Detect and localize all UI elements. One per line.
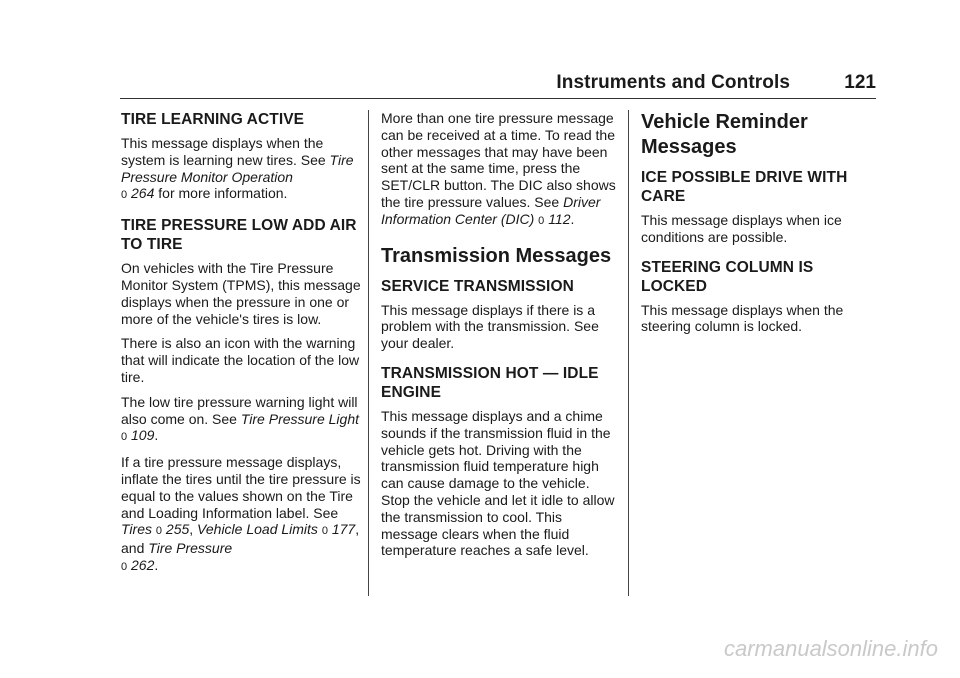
heading-tire-learning-active: TIRE LEARNING ACTIVE [121, 111, 305, 128]
page-ref-arrow-icon: 0 [121, 560, 128, 573]
paragraph-steering-column: This message displays when the steering column is locked. [641, 301, 844, 335]
page-ref[interactable]: 255 [165, 521, 190, 538]
page-ref-arrow-icon: 0 [321, 525, 328, 538]
column-divider-1 [368, 110, 369, 596]
cross-reference-link[interactable]: Tire Pressure [148, 540, 233, 557]
page-ref-arrow-icon: 0 [121, 431, 128, 444]
paragraph-transmission-hot: This message displays and a chime sounds if the transmission fluid in the vehicle gets hot. Driving with the transmission fluid temperature high can cause damage to the vehicle. Stop the vehicle and let it idle to allow the transmission to cool. This message clears when the fluid temperature reaches a safe level. [381, 407, 615, 559]
heading-steering-column: STEERING COLUMN IS LOCKED [641, 258, 814, 295]
paragraph-icon-warning: There is also an icon with the warning that will indicate the location of the low tire. [121, 335, 360, 385]
cross-reference-link[interactable]: Tire Pressure Light [240, 410, 360, 427]
column-2 [381, 110, 617, 567]
column-1 [121, 110, 361, 584]
cross-reference-link[interactable]: Vehicle Load Limits [197, 521, 318, 538]
watermark: carmanualsonline.info [723, 636, 938, 661]
paragraph-service-transmission: This message displays if there is a problem with the transmission. See your dealer. [381, 301, 599, 352]
cross-reference-link[interactable]: Tires [121, 521, 152, 538]
page-number: 121 [844, 72, 876, 93]
section-title-transmission: Transmission Messages [381, 244, 612, 267]
header-title: Instruments and Controls [556, 72, 790, 93]
paragraph-warning-light: The low tire pressure warning light will also come on. See Tire Pressure Light 0 109. [121, 393, 360, 444]
page-ref[interactable]: 112 [548, 210, 571, 227]
page-ref[interactable]: 262 [131, 556, 155, 573]
page-ref-arrow-icon: 0 [538, 214, 545, 227]
page-ref[interactable]: 177 [331, 521, 356, 538]
cross-reference-link[interactable]: Tire Pressure Monitor Operation [121, 151, 354, 185]
paragraph-inflate-tires: If a tire pressure message displays, inflate the tires until the tire pressure is equal to the values shown on the Tire and Loading Information label. See Tires 0 255, Vehicle Load Limits 0 177, and Tire Pressure 0 262. [121, 454, 361, 573]
column-divider-2 [628, 110, 629, 596]
paragraph-multiple-messages: More than one tire pressure message can be received at a time. To read the other messages that may have been sent at the same time, press the SET/CLR button. The DIC also shows the tire pressure values. See Driver Information Center (DIC) 0 112. [381, 110, 616, 227]
paragraph-tpms: On vehicles with the Tire Pressure Monitor System (TPMS), this message displays when the pressure in one or more of the vehicle's tires is low. [121, 260, 361, 327]
page-ref[interactable]: 264 [131, 185, 155, 202]
cross-reference-link[interactable]: Driver Information Center (DIC) [381, 193, 601, 227]
heading-service-transmission: SERVICE TRANSMISSION [381, 277, 574, 295]
page-header [120, 68, 876, 98]
column-3 [641, 110, 877, 343]
page-ref-arrow-icon: 0 [121, 189, 128, 202]
page-ref[interactable]: 109 [131, 427, 155, 444]
heading-tire-pressure-low: TIRE PRESSURE LOW ADD AIR TO TIRE [121, 217, 357, 254]
section-title-vehicle-reminder: Vehicle Reminder Messages [641, 111, 808, 158]
heading-ice-possible: ICE POSSIBLE DRIVE WITH CARE [641, 169, 848, 205]
heading-transmission-hot: TRANSMISSION HOT — IDLE ENGINE [381, 364, 599, 401]
paragraph-ice-possible: This message displays when ice conditions are possible. [641, 212, 842, 245]
paragraph-tire-learning: This message displays when the system is learning new tires. See Tire Pressure Monitor Operation 0 264 for more information. [121, 135, 354, 202]
page-ref-arrow-icon: 0 [155, 525, 163, 538]
header-rule [120, 98, 876, 99]
